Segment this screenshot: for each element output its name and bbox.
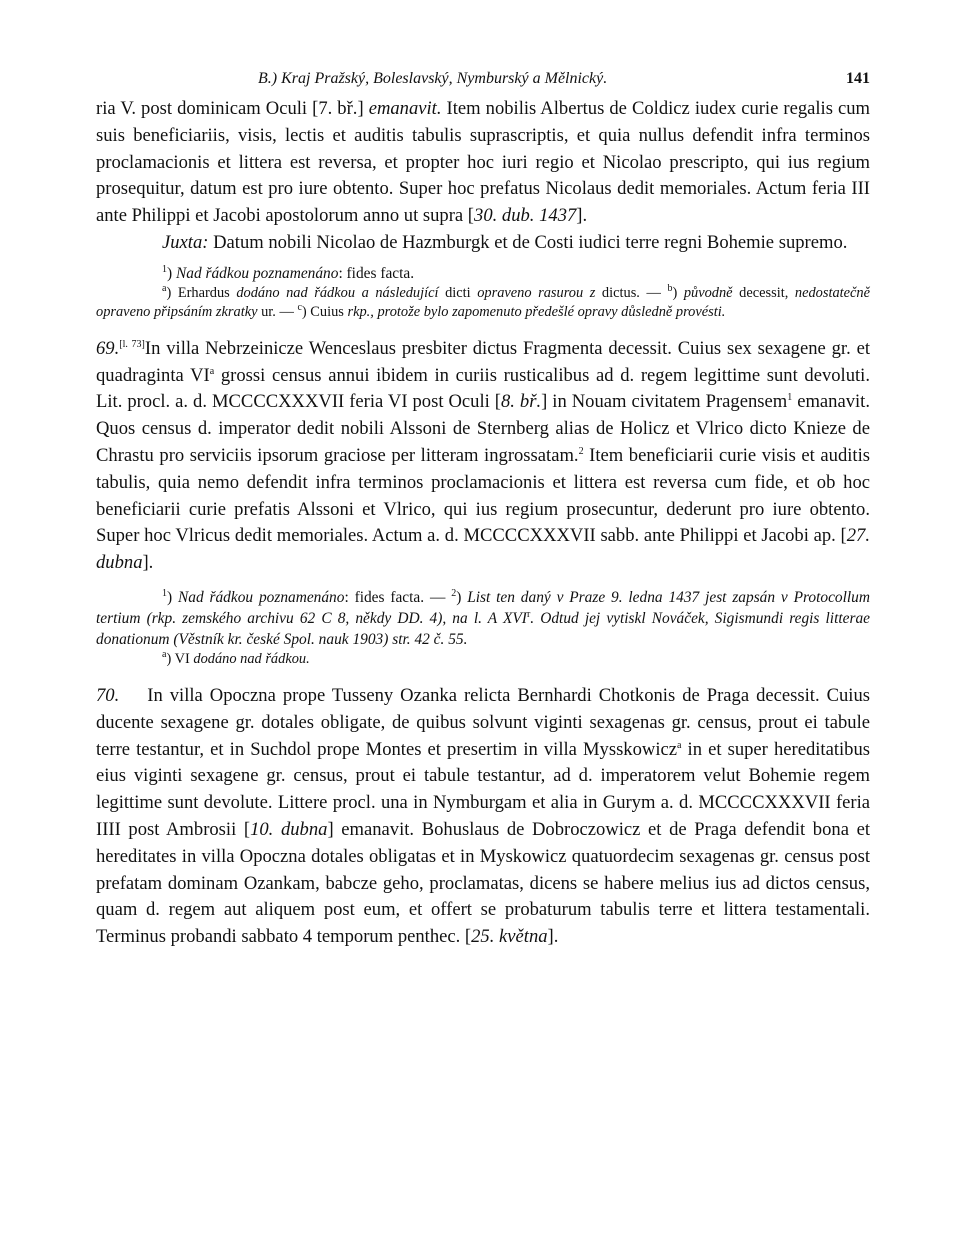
footnotes-2: $^1$) Nad řádkou poznamenáno: fides facta. — $^2$) List ten daný v Praze 9. ledna 1437 jest zapsán v Protocollum tertium (rkp. zemského archivu 62 C 8, někdy DD. 4), na l. A XVI$^r$. Odtud jej vytiskl Nováček, Sigismundi regis litterae donationum (Věstník kr. české Spol. nauk 1903) str. 42 č. 55. xyxy=(96,587,870,648)
entry-number: 69. xyxy=(96,337,120,359)
footnote-1: $^1$) Nad řádkou poznamenáno: fides facta. xyxy=(162,263,415,282)
paragraph-juxta: Juxta: Datum nobili Nicolao de Hazmburgk et de Costi iudici terre regni Bohemie supremo. xyxy=(162,231,848,253)
folio-reference: [l. 73] xyxy=(119,338,145,350)
entry-70: 70. In villa Opoczna prope Tusseny Ozanka relicta Bernhardi Chotkonis de Praga decessit. Cuius ducente sexagene gr. dotales obligate, de quibus solvunt viginti sexagenas gr. census, prout ei tabule terre testantur, et in Suchdol prope Montes et presertim in villa Mysskowicz$^a$ in et super hereditatibus eius viginti sexagene gr. census, prout ei tabule testantur, ad d. imperatorem velut Bohemie regem legittime sunt devolute. Littere procl. una in Nymburgam et alia in Gurym a. d. MCCCCXXXVII feria IIII post Ambrosii [10. dubna] emanavit. Bohuslaus de Dobroczowicz et de Praga defendit bona et hereditates in villa Opoczna dotales obligatas et in Myskowicz quatuordecim sexagenas gr. census post prefatam dominam Ozankam, babcze geho, proclamatas, dicens se habere melius ius ad dictos census, quam d. regem aut aliquem post eum, et offert se probaturum tabulis terre et littera testamentali. Terminus probandi sabbato 4 temporum penthec. [25. května]. xyxy=(96,684,871,948)
entry-69: 69.[l. 73]In villa Nebrzeinicze Wenceslaus presbiter dictus Fragmenta decessit. Cuius sex sexagene gr. et quadraginta $VI^a$ grossi census annui ibidem in curiis rusticalibus ad d. regem legittime sunt devoluti. Lit. procl. a. d. MCCCCXXXVII feria VI post Oculi [8. bř.] in Nouam civitatem Pragensem$^1$ emanavit. Quos census d. imperator dedit nobili Alssoni de Sternberg alias de Holicz et Vlrico dicto Knieze de Chrastu pro serviciis ipsorum graciose per litteram ingrossatam.$^2$ Item beneficiarii curie visis et auditis tabulis, quia nemo defendit infra terminos proclamacionis et littera est reversa cum fide, et ob hoc beneficiarii curie prefatis Alssoni et Vlrico, qui ius regium prosecuntur, dederunt pro iure obtento. Super hoc Vlricus dedit memoriales. Actum a. d. MCCCCXXXVII sabb. ante Philippi et Jacobi ap. [27. dubna]. xyxy=(96,337,870,574)
textual-notes: $^a$) Erhardus dodáno nad řádkou a následující dicti opraveno rasurou z dictus. — $^b$) původně decessit, nedostatečně opraveno připsáním zkratky ur. — $^c$) Cuius rkp., protože bylo zapomenuto předešlé opravy důsledně provésti. xyxy=(96,282,870,320)
paragraph-continuation: ria V. post dominicam Oculi [7. bř.] emanavit. Item nobilis Albertus de Coldicz iudex curie regalis cum suis beneficiariis, visis, lectis et auditis tabulis suprascriptis, et quia nullus defendit infra terminos proclamacionis et littera est reversa, et propter hoc iuri regio et Nicolao prescripto, qui ius regium prosequitur, datum est pro iure obtento. Super hoc prefatus Nicolaus dedit memoriales. Actum feria III ante Philippi et Jacobi apostolorum anno ut supra [30. dub. 1437]. xyxy=(96,98,871,227)
book-page xyxy=(96,70,870,951)
running-title: B.) Kraj Pražský, Boleslavský, Nymburský a Mělnický. xyxy=(258,70,608,87)
textual-note: $^a$) VI dodáno nad řádkou. xyxy=(162,649,310,667)
page-number: 141 xyxy=(846,70,870,87)
entry-number: 70. xyxy=(96,684,120,706)
page-header xyxy=(96,70,870,96)
